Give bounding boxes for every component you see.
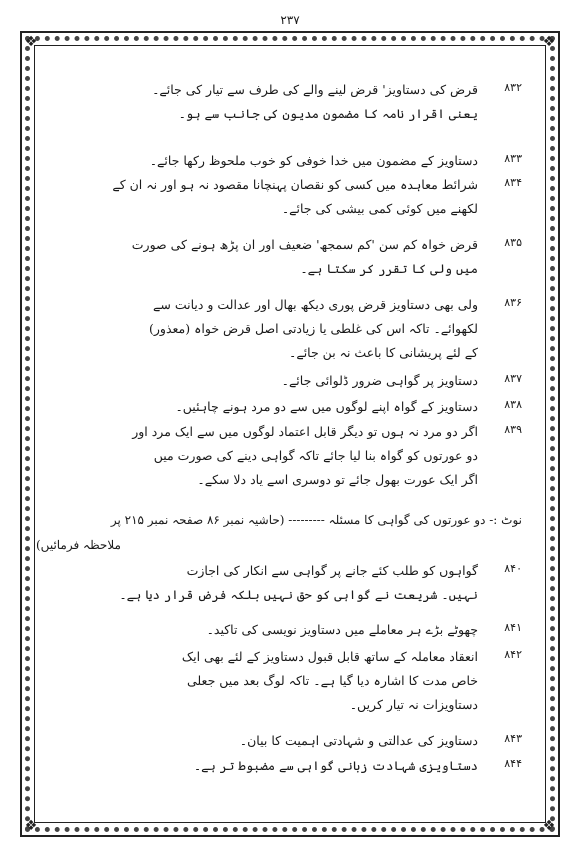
entry-line: میں ولی کا تقرر کر سکتا ہے۔: [300, 261, 478, 276]
entry-line: خاص مدت کا اشارہ دیا گیا ہے۔ تاکہ لوگ بعد میں جعلی: [187, 673, 478, 688]
entry-line: دستاویز کے گواہ اپنے لوگوں میں سے دو مرد ہونے چاہئیں۔: [175, 399, 478, 414]
entry-line: ولی بھی دستاویز قرض پوری دیکھ بھال اور عدالت و دیانت سے: [153, 297, 478, 312]
corner-ornament-icon: ❖: [542, 34, 556, 50]
page-content: [36, 52, 522, 812]
footnote-line: نوٹ :- دو عورتوں کی گواہی کا مسئلہ --------- (حاشیہ نمبر ۸۶ صفحہ نمبر ۲۱۵ پر: [110, 513, 522, 527]
entry-line: دستاویزات نہ تیار کریں۔: [349, 697, 478, 712]
entry-number: ۸۴۲: [504, 648, 522, 661]
entry-number: ۸۳۸: [504, 398, 522, 411]
entry-line: نہیں۔ شریعت نے گواہی کو حق نہیں بلکہ فرض قرار دیا ہے۔: [119, 587, 478, 602]
entry-839: [56, 420, 522, 492]
entry-number: ۸۳۲: [504, 81, 522, 94]
entry-line: گواہوں کو طلب کئے جانے پر گواہی سے انکار کی اجازت: [186, 563, 478, 578]
entry-number: ۸۴۰: [504, 562, 522, 575]
entry-number: ۸۳۶: [504, 296, 522, 309]
entry-843: [56, 729, 522, 753]
entry-line: دستاویز کی عدالتی و شہادتی اہمیت کا بیان۔: [239, 733, 478, 748]
entry-line: یعنی اقرار نامہ کا مضمون مدیون کی جانب سے ہو۔: [178, 106, 478, 121]
entry-line: لکھوائے۔ تاکہ اس کی غلطی یا زیادتی اصل قرض خواہ (معذور): [149, 321, 478, 336]
entry-line: کے لئے پریشانی کا باعث نہ بن جائے۔: [289, 345, 478, 360]
entry-840: [56, 559, 522, 607]
page-number: ۲۳۷: [280, 13, 300, 27]
entry-line: دستاویزی شہادت زبانی گواہی سے مضبوط تر ہے۔: [193, 758, 478, 773]
corner-ornament-icon: ❖: [542, 818, 556, 834]
entry-line: انعقاد معاملہ کے ساتھ قابل قبول دستاویز کے لئے بھی ایک: [181, 649, 478, 664]
entry-number: ۸۴۳: [504, 732, 522, 745]
entry-number: ۸۳۹: [504, 423, 522, 436]
entry-844: [56, 754, 522, 778]
entry-line: چھوٹے بڑے ہر معاملے میں دستاویز نویسی کی تاکید۔: [206, 622, 478, 637]
entry-line: اگر ایک عورت بھول جائے تو دوسری اسے یاد دلا سکے۔: [197, 472, 478, 487]
entry-832: [56, 78, 522, 126]
entry-838: [56, 395, 522, 419]
entry-line: شرائط معاہدہ میں کسی کو نقصان پہنچانا مقصود نہ ہو اور نہ ان کے: [112, 177, 478, 192]
entry-line: قرض کی دستاویز' قرض لینے والے کی طرف سے تیار کی جائے۔: [152, 82, 478, 97]
footnote-line: ملاحظہ فرمائیں): [36, 538, 121, 552]
entry-line: لکھنے میں کوئی کمی بیشی کی جائے۔: [281, 201, 478, 216]
corner-ornament-icon: ❖: [24, 818, 38, 834]
entry-833: [56, 149, 522, 173]
entry-number: ۸۳۴: [504, 176, 522, 189]
entry-834: [56, 173, 522, 221]
entry-number: ۸۴۱: [504, 621, 522, 634]
entry-line: دستاویز پر گواہی ضرور ڈلوائی جائے۔: [281, 373, 478, 388]
entry-number: ۸۴۴: [504, 757, 522, 770]
entry-number: ۸۳۷: [504, 372, 522, 385]
entry-841: [56, 618, 522, 642]
entry-line: قرض خواہ کم سن 'کم سمجھ' ضعیف اور ان پڑھ ہونے کی صورت: [131, 237, 478, 252]
entry-836: [56, 293, 522, 365]
entry-835: [56, 233, 522, 281]
entry-line: اگر دو مرد نہ ہوں تو دیگر قابل اعتماد لوگوں میں سے ایک مرد اور: [132, 424, 478, 439]
entry-number: ۸۳۵: [504, 236, 522, 249]
entry-line: دستاویز کے مضمون میں خدا خوفی کو خوب ملحوظ رکھا جائے۔: [149, 153, 478, 168]
corner-ornament-icon: ❖: [24, 34, 38, 50]
entry-842: [56, 645, 522, 717]
entry-837: [56, 369, 522, 393]
entry-number: ۸۳۳: [504, 152, 522, 165]
entry-line: دو عورتوں کو گواہ بنا لیا جائے تاکہ گواہی دینے کی صورت میں: [153, 448, 478, 463]
